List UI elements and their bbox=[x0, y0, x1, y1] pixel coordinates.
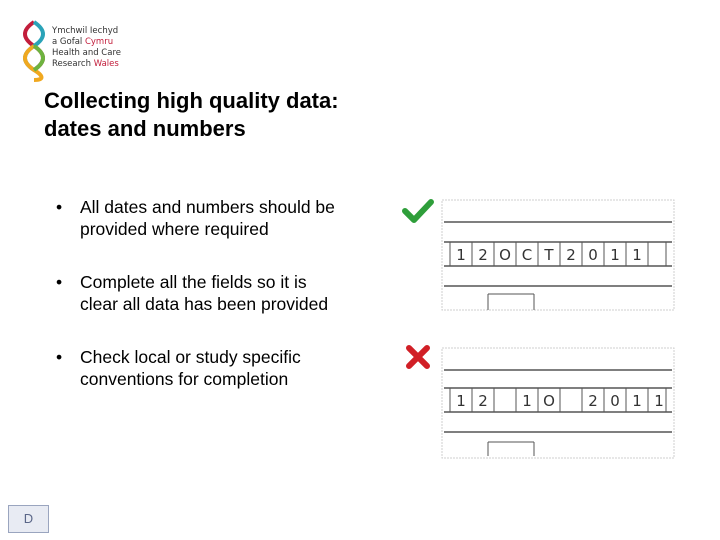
date-char: 2 bbox=[588, 392, 598, 410]
title-line-2: dates and numbers bbox=[44, 116, 246, 141]
bullet-item bbox=[56, 196, 396, 240]
check-icon bbox=[402, 198, 434, 229]
date-char: 1 bbox=[456, 246, 466, 264]
logo-line-english: Health and Care bbox=[52, 48, 121, 58]
logo-line-english-2: Research Wales bbox=[52, 59, 119, 69]
date-char: C bbox=[521, 246, 533, 264]
date-char: 1 bbox=[632, 246, 642, 264]
bullet-item bbox=[56, 271, 396, 315]
logo-mark bbox=[18, 18, 50, 82]
logo-line-welsh-2: a Gofal Cymru bbox=[52, 37, 114, 47]
date-char: 1 bbox=[456, 392, 466, 410]
date-char: 2 bbox=[478, 392, 488, 410]
bullet-text: provided where required bbox=[80, 219, 269, 239]
slide-title bbox=[44, 87, 444, 143]
date-char: T bbox=[544, 246, 554, 264]
date-char: 0 bbox=[588, 246, 598, 264]
correct-date-example bbox=[440, 198, 676, 312]
date-char: 1 bbox=[654, 392, 664, 410]
bullet-text: Complete all the fields so it is bbox=[80, 272, 307, 292]
cross-icon bbox=[405, 344, 431, 375]
bullet-text: Check local or study specific bbox=[80, 347, 301, 367]
bullet-list bbox=[56, 196, 396, 421]
date-char: 1 bbox=[632, 392, 642, 410]
bullet-marker: • bbox=[56, 272, 63, 292]
date-char: 0 bbox=[610, 392, 620, 410]
slide-footer-label: D bbox=[8, 505, 49, 533]
bullet-text: All dates and numbers should be bbox=[80, 197, 335, 217]
bullet-marker: • bbox=[56, 347, 63, 367]
date-char: O bbox=[499, 246, 511, 264]
bullet-text: conventions for completion bbox=[80, 369, 289, 389]
date-char: O bbox=[543, 392, 555, 410]
bullet-text: clear all data has been provided bbox=[80, 294, 329, 314]
logo-text bbox=[52, 26, 121, 70]
bullet-item bbox=[56, 346, 396, 390]
date-char: 2 bbox=[478, 246, 488, 264]
date-char: 2 bbox=[566, 246, 576, 264]
hcrw-logo bbox=[18, 18, 128, 82]
date-char: 1 bbox=[610, 246, 620, 264]
logo-line-welsh: Ymchwil Iechyd bbox=[52, 26, 119, 36]
incorrect-date-example bbox=[440, 346, 676, 460]
date-char: 1 bbox=[522, 392, 532, 410]
bullet-marker: • bbox=[56, 197, 63, 217]
title-line-1: Collecting high quality data: bbox=[44, 88, 339, 113]
